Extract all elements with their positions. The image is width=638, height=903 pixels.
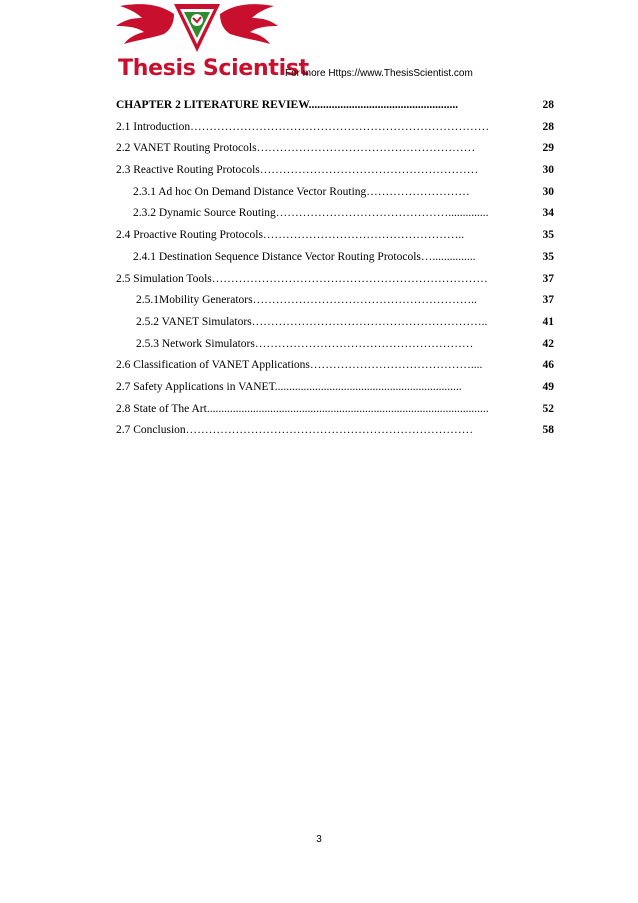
brand-name: Thesis Scientist bbox=[118, 56, 309, 81]
toc-entry-title: 2.7 Conclusion………………………………………………………………… bbox=[116, 424, 474, 437]
toc-entry-title: CHAPTER 2 LITERATURE REVIEW.................................................... bbox=[116, 99, 459, 111]
toc-entry-title: 2.3.1 Ad hoc On Demand Distance Vector Routing……………………… bbox=[133, 185, 470, 198]
toc-entry-page: 35 bbox=[542, 229, 554, 242]
toc-entry-title: 2.7 Safety Applications in VANET................................................................. bbox=[116, 380, 462, 393]
toc-entry-title: 2.4.1 Destination Sequence Distance Vector Routing Protocols…............... bbox=[133, 250, 476, 263]
toc-entry-page: 29 bbox=[542, 142, 554, 155]
toc-entry bbox=[116, 420, 556, 442]
toc-entry bbox=[116, 290, 556, 312]
toc-entry-page: 35 bbox=[542, 250, 554, 263]
toc-entry bbox=[116, 247, 556, 269]
toc-entry-title: 2.6 Classification of VANET Applications…………………………………….... bbox=[116, 359, 483, 372]
toc-entry-page: 52 bbox=[542, 402, 554, 415]
winged-shield-logo-icon bbox=[112, 0, 282, 58]
toc-entry-page: 42 bbox=[542, 337, 554, 350]
toc-entry bbox=[116, 95, 556, 117]
toc-entry-page: 28 bbox=[542, 120, 554, 133]
toc-entry-title: 2.5.1Mobility Generators………………………………………………….. bbox=[136, 294, 477, 307]
toc-entry-page: 28 bbox=[542, 99, 554, 111]
toc-entry bbox=[116, 225, 556, 247]
toc-entry bbox=[116, 269, 556, 291]
toc-entry-page: 41 bbox=[542, 315, 554, 328]
table-of-contents bbox=[116, 95, 556, 442]
toc-entry-title: 2.4 Proactive Routing Protocols…………………………………………….. bbox=[116, 229, 465, 242]
toc-entry bbox=[116, 160, 556, 182]
toc-entry-title: 2.5.2 VANET Simulators…………………………………………………….. bbox=[136, 315, 488, 328]
toc-entry bbox=[116, 312, 556, 334]
site-link-note: For more Https://www.ThesisScientist.com bbox=[285, 68, 473, 79]
toc-entry bbox=[116, 182, 556, 204]
toc-entry-title: 2.5.3 Network Simulators………………………………………………… bbox=[136, 337, 474, 350]
page-number: 3 bbox=[316, 834, 322, 845]
toc-entry-title: 2.2 VANET Routing Protocols………………………………………………… bbox=[116, 142, 476, 155]
toc-entry-title: 2.3 Reactive Routing Protocols………………………………………………… bbox=[116, 164, 479, 177]
toc-entry-page: 37 bbox=[542, 272, 554, 285]
toc-entry-page: 46 bbox=[542, 359, 554, 372]
toc-entry-page: 34 bbox=[542, 207, 554, 220]
toc-entry-title: 2.1 Introduction…………………………………………………………………… bbox=[116, 120, 490, 133]
toc-entry-page: 58 bbox=[542, 424, 554, 437]
toc-entry-title: 2.3.2 Dynamic Source Routing……………………………………….............. bbox=[133, 207, 489, 220]
toc-entry-page: 49 bbox=[542, 380, 554, 393]
toc-entry bbox=[116, 355, 556, 377]
toc-entry-page: 30 bbox=[542, 185, 554, 198]
toc-entry bbox=[116, 399, 556, 421]
toc-entry bbox=[116, 334, 556, 356]
toc-entry-title: 2.5 Simulation Tools……………………………………………………………… bbox=[116, 272, 488, 285]
toc-entry bbox=[116, 138, 556, 160]
toc-entry-page: 30 bbox=[542, 164, 554, 177]
toc-entry bbox=[116, 117, 556, 139]
toc-entry bbox=[116, 377, 556, 399]
toc-entry bbox=[116, 203, 556, 225]
toc-entry-page: 37 bbox=[542, 294, 554, 307]
toc-entry-title: 2.8 State of The Art.................................................................................................. bbox=[116, 402, 489, 415]
